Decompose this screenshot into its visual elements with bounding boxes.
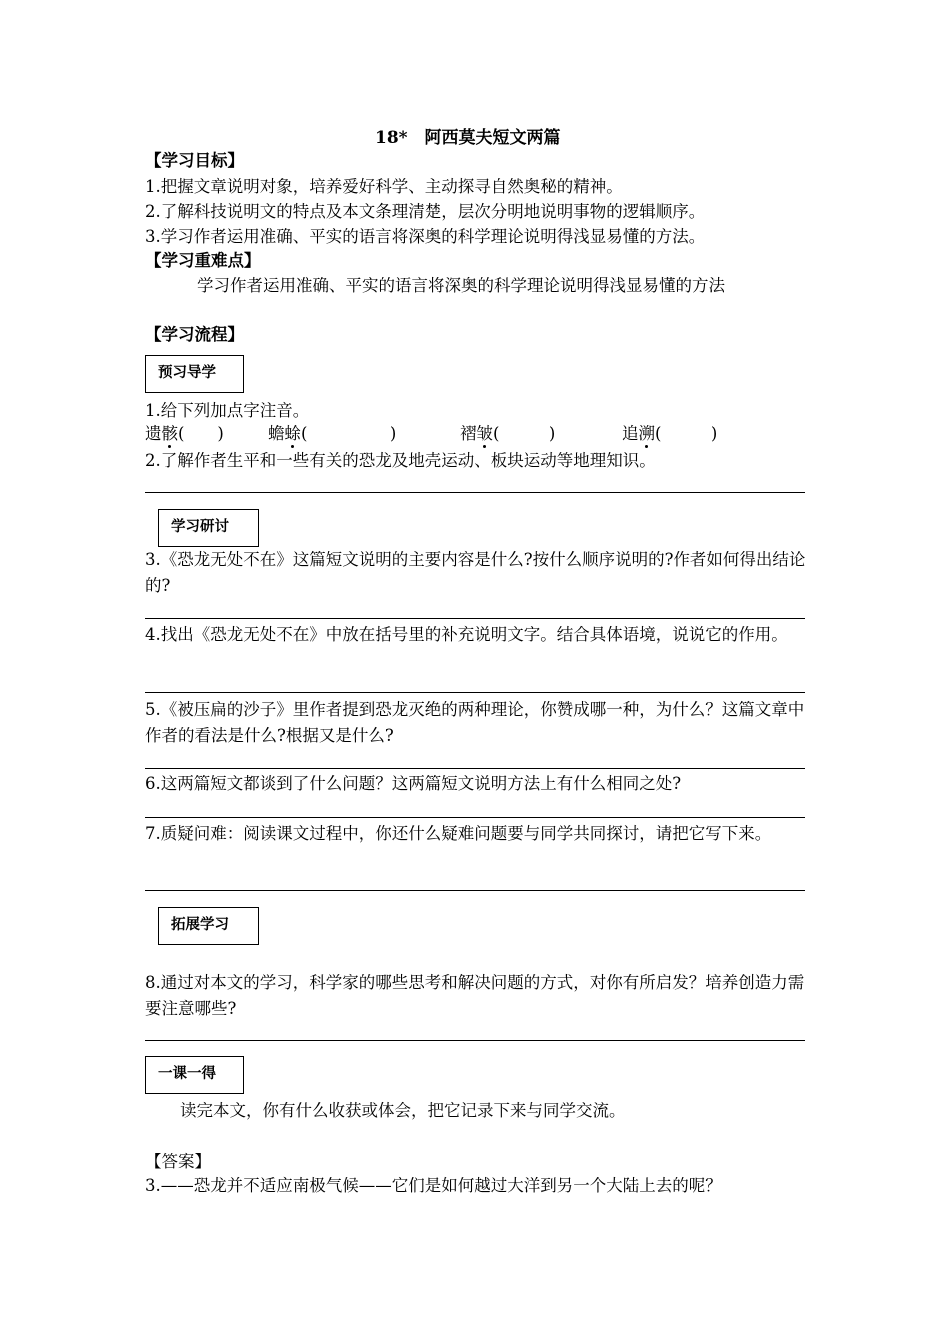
answer-line-7	[145, 890, 805, 891]
pinyin-item-2: 蟾蜍( )	[268, 424, 397, 443]
summary-box: 一课一得	[145, 1056, 244, 1094]
answer-3: 3.——恐龙并不适应南极气候——它们是如何越过大洋到另一个大陆上去的呢？	[145, 1176, 722, 1195]
answer-line-5	[145, 768, 805, 769]
page-title: 18* 阿西莫夫短文两篇	[375, 128, 561, 148]
question-7: 7.质疑问难：阅读课文过程中，你还什么疑难问题要与同学共同探讨，请把它写下来。	[145, 824, 772, 843]
objective-1: 1.把握文章说明对象，培养爱好科学、主动探寻自然奥秘的精神。	[145, 177, 623, 196]
question-4: 4.找出《恐龙无处不在》中放在括号里的补充说明文字。结合具体语境，说说它的作用。	[145, 625, 788, 644]
objectives-heading: 【学习目标】	[145, 151, 244, 170]
preview-box: 预习导学	[145, 355, 244, 393]
objective-2: 2.了解科技说明文的特点及本文条理清楚，层次分明地说明事物的逻辑顺序。	[145, 202, 706, 221]
answer-line-8	[145, 1040, 805, 1041]
pinyin-item-4: 追溯( )	[622, 424, 718, 443]
study-box: 学习研讨	[158, 509, 259, 547]
question-3: 3.《恐龙无处不在》这篇短文说明的主要内容是什么?按什么顺序说明的?作者如何得出结论的?	[145, 550, 806, 595]
question-6: 6.这两篇短文都谈到了什么问题？这两篇短文说明方法上有什么相同之处?	[145, 774, 682, 793]
answer-line-6	[145, 817, 805, 818]
pinyin-item-1: 遗骸( )	[145, 424, 224, 443]
keypoints-heading: 【学习重难点】	[145, 251, 261, 270]
question-2: 2.了解作者生平和一些有关的恐龙及地壳运动、板块运动等地理知识。	[145, 451, 656, 470]
answers-heading: 【答案】	[145, 1152, 211, 1171]
question-5: 5.《被压扁的沙子》里作者提到恐龙灭绝的两种理论，你赞成哪一种，为什么？这篇文章中作者的看法是什么?根据又是什么?	[145, 700, 805, 745]
process-heading: 【学习流程】	[145, 325, 244, 344]
objective-3: 3.学习作者运用准确、平实的语言将深奥的科学理论说明得浅显易懂的方法。	[145, 227, 706, 246]
summary-text: 读完本文，你有什么收获或体会，把它记录下来与同学交流。	[180, 1101, 626, 1120]
pinyin-item-3: 褶皱( )	[460, 424, 556, 443]
question-8: 8.通过对本文的学习，科学家的哪些思考和解决问题的方式，对你有所启发？培养创造力需要注意哪些?	[145, 973, 805, 1018]
answer-line-3	[145, 618, 805, 619]
extension-box: 拓展学习	[158, 907, 259, 945]
question-1: 1.给下列加点字注音。	[145, 401, 310, 420]
keypoints-text: 学习作者运用准确、平实的语言将深奥的科学理论说明得浅显易懂的方法	[197, 276, 725, 295]
answer-line-2	[145, 492, 805, 493]
answer-line-4	[145, 692, 805, 693]
